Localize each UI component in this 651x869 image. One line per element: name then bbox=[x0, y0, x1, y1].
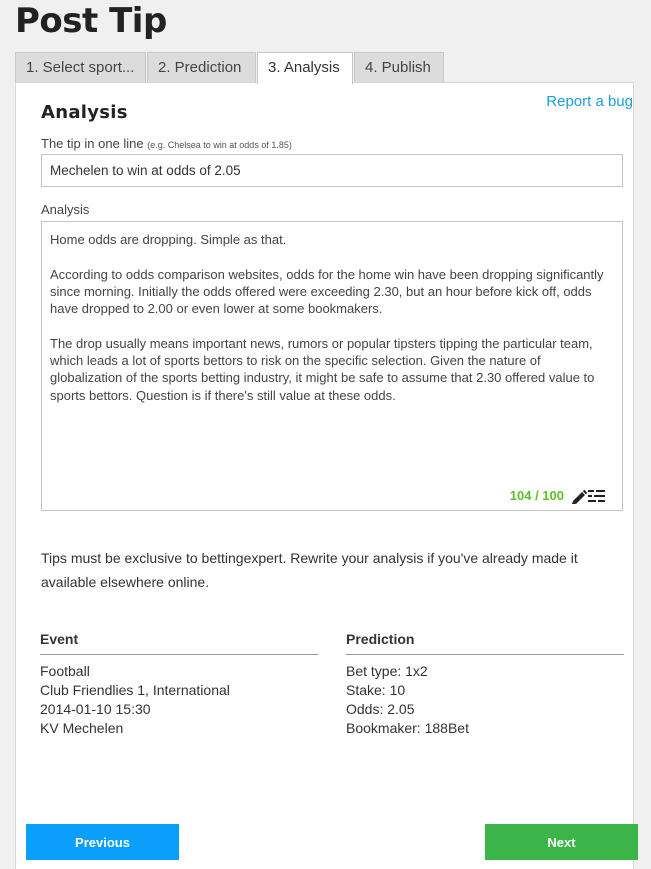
page-title: Post Tip bbox=[15, 1, 167, 41]
analysis-textarea[interactable] bbox=[42, 222, 622, 478]
prediction-stake: Stake: 10 bbox=[346, 682, 406, 698]
tip-label bbox=[41, 136, 292, 151]
report-bug-link[interactable]: Report a bug bbox=[546, 93, 633, 110]
prediction-bookmaker: Bookmaker: 188Bet bbox=[346, 720, 469, 736]
tab-prediction[interactable]: 2. Prediction bbox=[147, 52, 256, 83]
event-team: KV Mechelen bbox=[40, 720, 124, 736]
tip-hint: (e.g. Chelsea to win at odds of 1.85) bbox=[147, 140, 292, 150]
tab-analysis[interactable]: 3. Analysis bbox=[257, 52, 353, 84]
analysis-label: Analysis bbox=[41, 202, 90, 217]
prediction-summary bbox=[346, 631, 624, 738]
event-datetime: 2014-01-10 15:30 bbox=[40, 701, 151, 717]
event-summary bbox=[40, 631, 318, 738]
tab-select-sport[interactable]: 1. Select sport... bbox=[15, 52, 146, 83]
tab-publish[interactable]: 4. Publish bbox=[354, 52, 444, 83]
tip-label-text: The tip in one line bbox=[41, 136, 144, 151]
next-button[interactable]: Next bbox=[485, 824, 638, 860]
step-tabs bbox=[15, 52, 445, 83]
event-header: Event bbox=[40, 631, 318, 655]
event-sport: Football bbox=[40, 663, 90, 679]
event-league: Club Friendlies 1, International bbox=[40, 682, 230, 698]
prediction-header: Prediction bbox=[346, 631, 624, 655]
analysis-editor bbox=[41, 221, 623, 511]
section-title: Analysis bbox=[41, 102, 128, 123]
prediction-odds: Odds: 2.05 bbox=[346, 701, 415, 717]
format-lines-icon[interactable] bbox=[588, 490, 605, 502]
prediction-bet-type: Bet type: 1x2 bbox=[346, 663, 428, 679]
tip-input[interactable] bbox=[41, 154, 623, 187]
analysis-panel bbox=[15, 82, 634, 869]
character-counter: 104 / 100 bbox=[509, 488, 564, 503]
previous-button[interactable]: Previous bbox=[26, 824, 179, 860]
exclusive-note: Tips must be exclusive to bettingexpert. Rewrite your analysis if you've already made it available elsewhere online. bbox=[41, 550, 578, 590]
pencil-icon[interactable] bbox=[570, 488, 588, 504]
